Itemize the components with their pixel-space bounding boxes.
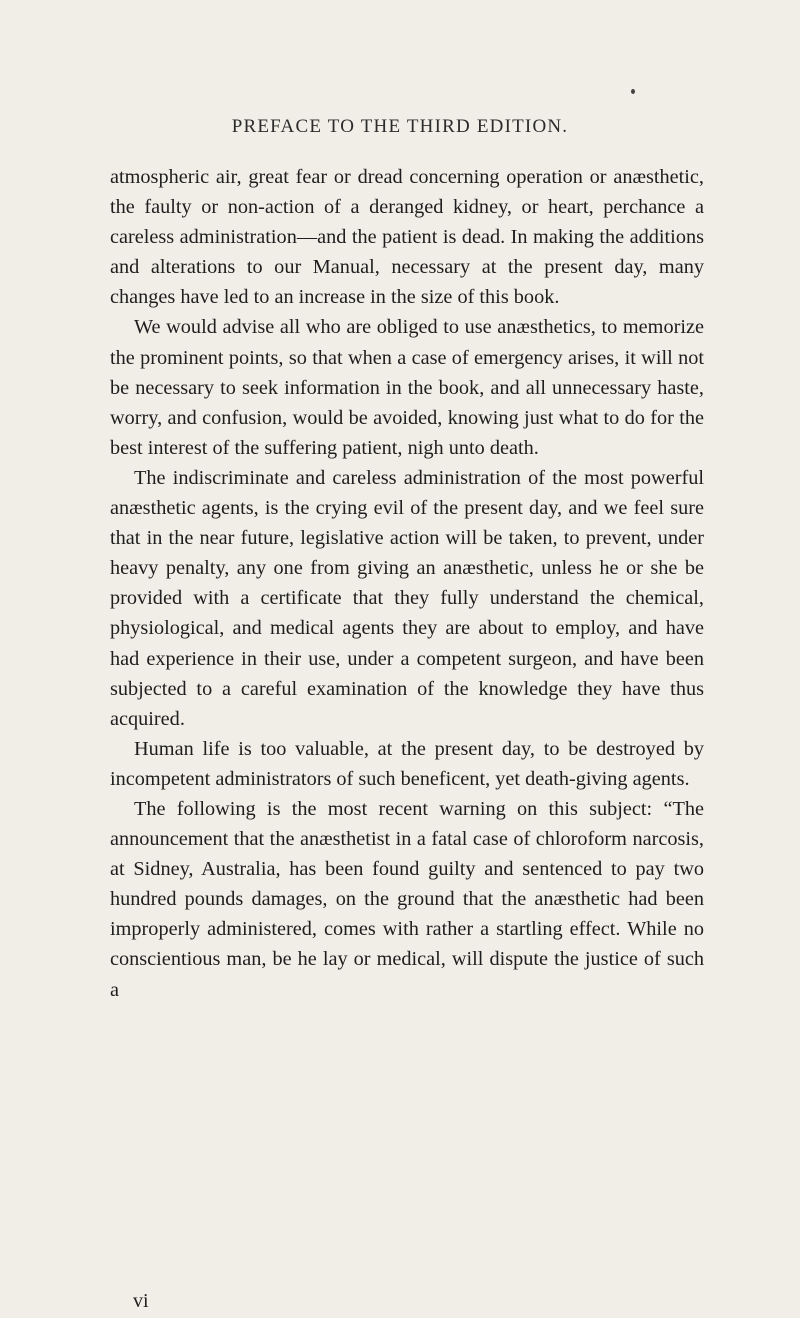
paragraph-3: The indiscriminate and careless administration of the most powerful anæsthetic agents, is the crying evil of the present day, and we feel sure that in the near future, legislative action will be taken, to prevent, under heavy penalty, any one from giving an anæsthetic, unless he or she be provided with a certificate that they fully understand the chemical, physiological, and medical agents they are about to employ, and have had experience in their use, under a competent surgeon, and have been subjected to a careful examination of the knowledge they have thus acquired. <box>110 466 704 730</box>
body-text <box>110 162 704 1005</box>
ink-speck <box>631 89 635 94</box>
paragraph-5: The following is the most recent warning on this subject: “The announcement that the anæsthetist in a fatal case of chloroform narcosis, at Sidney, Australia, has been found guilty and sentenced to pay two hundred pounds damages, on the ground that the anæsthetic had been improperly administered, comes with rather a startling effect. While no conscientious man, be he lay or medical, will dispute the justice of such a <box>110 797 704 1001</box>
paragraph-2: We would advise all who are obliged to use anæsthetics, to memorize the prominent points, so that when a case of emergency arises, it will not be necessary to seek information in the book, and all unnecessary haste, worry, and confusion, would be avoided, knowing just what to do for the best interest of the suffering patient, nigh unto death. <box>110 316 704 459</box>
page-number: vi <box>133 1290 149 1312</box>
paragraph-1: atmospheric air, great fear or dread concerning operation or anæsthetic, the faulty or non-action of a deranged kidney, or heart, perchance a careless administration—and the patient is dead. In making the additions and alterations to our Manual, necessary at the present day, many changes have led to an increase in the size of this book. <box>110 166 704 309</box>
paragraph-4: Human life is too valuable, at the present day, to be destroyed by incompetent administrators of such beneficent, yet death-giving agents. <box>110 737 704 790</box>
running-header: PREFACE TO THE THIRD EDITION. <box>231 116 569 137</box>
